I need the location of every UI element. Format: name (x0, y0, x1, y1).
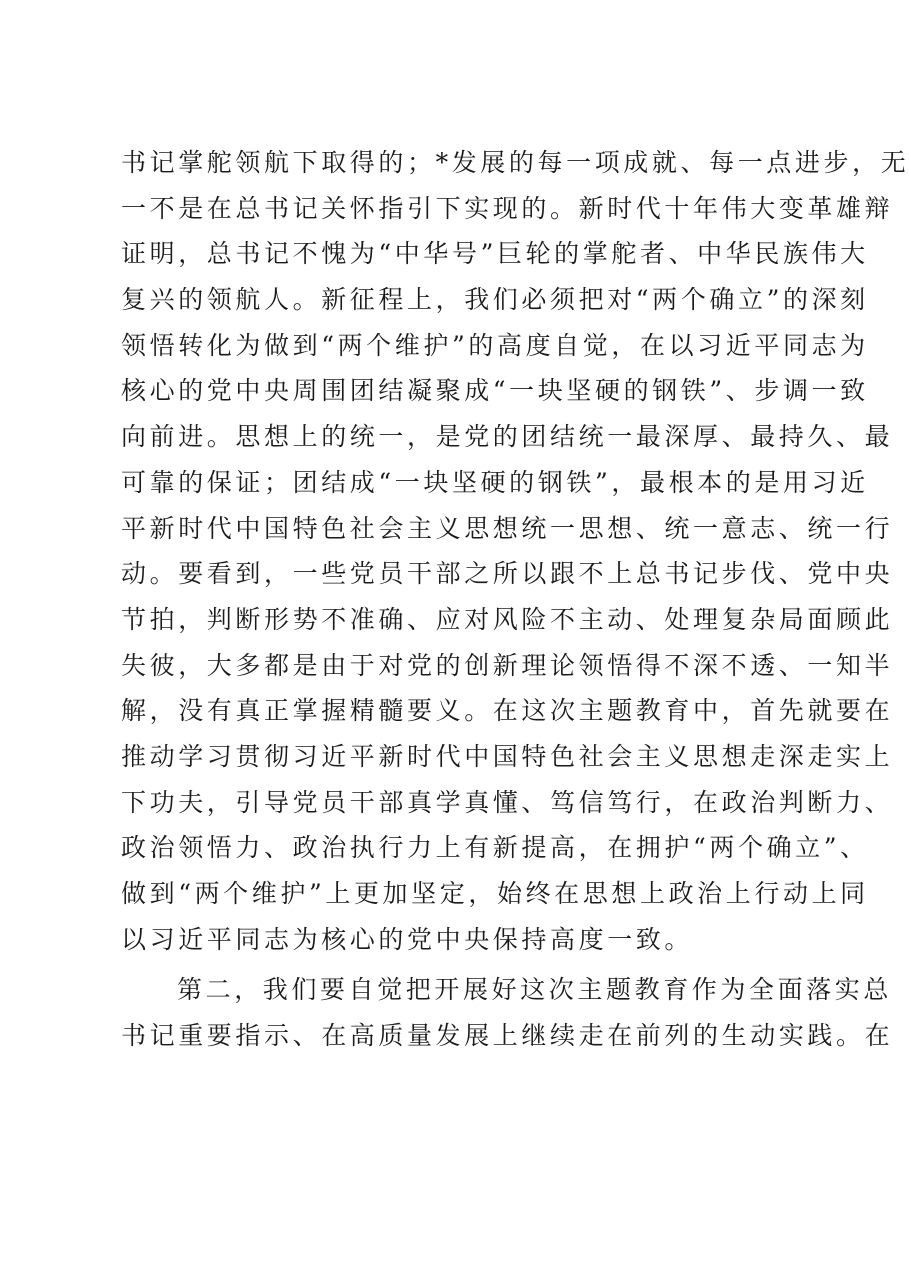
text-line: 政治领悟力、政治执行力上有新提高，在拥护“两个确立”、 (121, 833, 869, 863)
text-line: 平新时代中国特色社会主义思想统一思想、统一意志、统一行 (121, 513, 894, 543)
text-line: 失彼，大多都是由于对党的创新理论领悟得不深不透、一知半 (121, 650, 894, 680)
text-line: 推动学习贯彻习近平新时代中国特色社会主义思想走深走实上 (121, 741, 894, 771)
document-body (121, 140, 909, 1059)
text-line: 第二，我们要自觉把开展好这次主题教育作为全面落实总 (177, 975, 893, 1005)
text-line: 一不是在总书记关怀指引下实现的。新时代十年伟大变革雄辩 (121, 193, 894, 223)
text-line: 下功夫，引导党员干部真学真懂、笃信笃行，在政治判断力、 (121, 787, 894, 817)
text-line: 解，没有真正掌握精髓要义。在这次主题教育中，首先就要在 (121, 696, 894, 726)
text-line: 节拍，判断形势不准确、应对风险不主动、处理复杂局面顾此 (121, 604, 894, 634)
text-line: 证明，总书记不愧为“中华号”巨轮的掌舵者、中华民族伟大 (121, 239, 869, 269)
text-line: 领悟转化为做到“两个维护”的高度自觉，在以习近平同志为 (121, 330, 869, 360)
text-line: 动。要看到，一些党员干部之所以跟不上总书记步伐、党中央 (121, 559, 894, 589)
text-line: 做到“两个维护”上更加坚定，始终在思想上政治上行动上同 (121, 879, 869, 908)
paragraph-2 (121, 967, 894, 1058)
text-line: 书记掌舵领航下取得的；*发展的每一项成就、每一点进步，无 (121, 148, 909, 177)
text-line: 可靠的保证；团结成“一块坚硬的钢铁”，最根本的是用习近 (121, 467, 869, 497)
text-line: 书记重要指示、在高质量发展上继续走在前列的生动实践。在 (121, 1021, 894, 1051)
paragraph-1 (121, 140, 909, 962)
text-line: 核心的党中央周围团结凝聚成“一块坚硬的钢铁”、步调一致 (121, 376, 869, 406)
text-line: 向前进。思想上的统一，是党的团结统一最深厚、最持久、最 (121, 422, 894, 452)
text-line: 以习近平同志为核心的党中央保持高度一致。 (121, 924, 694, 954)
text-line: 复兴的领航人。新征程上，我们必须把对“两个确立”的深刻 (121, 285, 869, 315)
